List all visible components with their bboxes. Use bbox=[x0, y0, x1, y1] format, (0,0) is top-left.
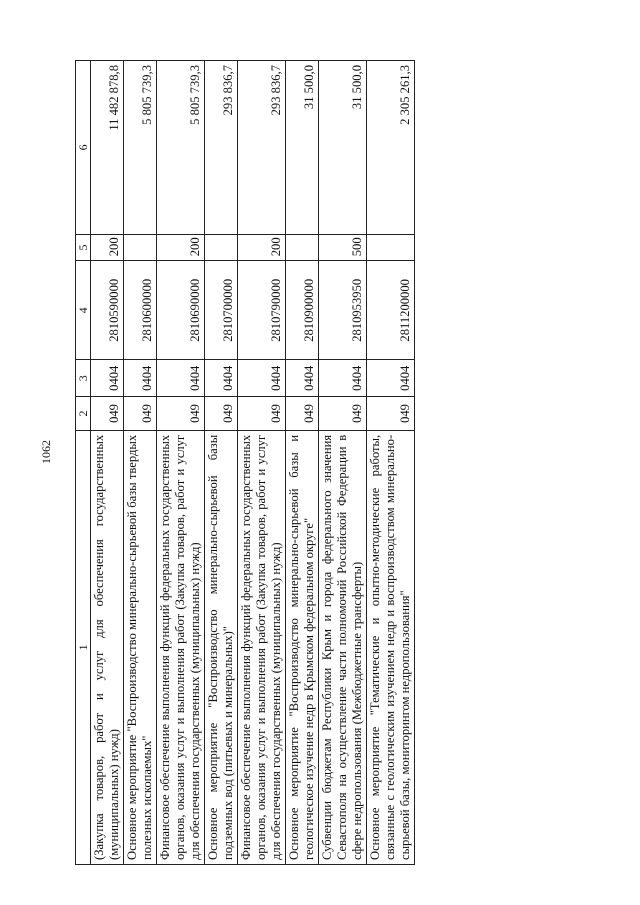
row-grbs-code: 049 bbox=[157, 397, 205, 431]
table-row bbox=[205, 61, 238, 865]
column-header: 3 bbox=[76, 360, 91, 397]
column-header: 4 bbox=[76, 261, 91, 360]
row-grbs-code: 049 bbox=[91, 397, 124, 431]
table-row bbox=[157, 61, 205, 865]
column-header: 6 bbox=[76, 61, 91, 235]
row-target-article: 2811200000 bbox=[367, 261, 415, 360]
row-name: Субвенции бюджетам Республики Крым и города федерального значения Севастополя на осуществление части полномочий Российской Федерации в сфере недропользования (Межбюджетные трансферты) bbox=[319, 430, 367, 864]
row-amount: 293 836,7 bbox=[238, 61, 286, 235]
row-target-article: 2810590000 bbox=[91, 261, 124, 360]
table-row bbox=[367, 61, 415, 865]
row-amount: 5 805 739,3 bbox=[124, 61, 157, 235]
row-grbs-code: 049 bbox=[367, 397, 415, 431]
row-target-article: 2810790000 bbox=[238, 261, 286, 360]
row-section-code: 0404 bbox=[286, 360, 319, 397]
row-section-code: 0404 bbox=[91, 360, 124, 397]
row-section-code: 0404 bbox=[319, 360, 367, 397]
row-expense-type: 500 bbox=[319, 234, 367, 261]
row-section-code: 0404 bbox=[157, 360, 205, 397]
row-amount: 11 482 878,8 bbox=[91, 61, 124, 235]
row-target-article: 2810690000 bbox=[157, 261, 205, 360]
row-amount: 5 805 739,3 bbox=[157, 61, 205, 235]
row-target-article: 2810900000 bbox=[286, 261, 319, 360]
row-name: Основное мероприятие "Воспроизводство минерально-сырьевой базы подземных вод (питьевых и минеральных)" bbox=[205, 430, 238, 864]
row-grbs-code: 049 bbox=[286, 397, 319, 431]
budget-table bbox=[75, 60, 415, 865]
table-row bbox=[238, 61, 286, 865]
table-row bbox=[124, 61, 157, 865]
row-expense-type bbox=[205, 234, 238, 261]
column-header: 2 bbox=[76, 397, 91, 431]
row-expense-type: 200 bbox=[91, 234, 124, 261]
row-name: (Закупка товаров, работ и услуг для обеспечения государственных (муниципальных) нужд) bbox=[91, 430, 124, 864]
row-target-article: 2810953950 bbox=[319, 261, 367, 360]
row-expense-type bbox=[367, 234, 415, 261]
page-number: 1062 bbox=[39, 440, 53, 464]
row-name: Основное мероприятие "Воспроизводство минерально-сырьевой базы твердых полезных ископаемых" bbox=[124, 430, 157, 864]
row-section-code: 0404 bbox=[367, 360, 415, 397]
row-expense-type bbox=[124, 234, 157, 261]
row-amount: 2 305 261,3 bbox=[367, 61, 415, 235]
column-number-row bbox=[76, 61, 91, 865]
row-amount: 31 500,0 bbox=[319, 61, 367, 235]
row-target-article: 2810600000 bbox=[124, 261, 157, 360]
column-header: 5 bbox=[76, 234, 91, 261]
budget-sheet bbox=[75, 60, 560, 865]
row-amount: 31 500,0 bbox=[286, 61, 319, 235]
row-target-article: 2810700000 bbox=[205, 261, 238, 360]
row-section-code: 0404 bbox=[238, 360, 286, 397]
row-name: Основное мероприятие "Тематические и опытно-методические работы, связанные с геологическим изучением недр и воспроизводством минерально-сырьевой базы, мониторингом недропользования" bbox=[367, 430, 415, 864]
row-grbs-code: 049 bbox=[238, 397, 286, 431]
row-section-code: 0404 bbox=[124, 360, 157, 397]
row-name: Финансовое обеспечение выполнения функций федеральных государственных органов, оказания услуг и выполнения работ (Закупка товаров, работ и услуг для обеспечения государственных (муниципальных) нужд) bbox=[157, 430, 205, 864]
row-expense-type: 200 bbox=[157, 234, 205, 261]
row-expense-type bbox=[286, 234, 319, 261]
row-amount: 293 836,7 bbox=[205, 61, 238, 235]
row-name: Финансовое обеспечение выполнения функций федеральных государственных органов, оказания услуг и выполнения работ (Закупка товаров, работ и услуг для обеспечения государственных (муниципальных) нужд) bbox=[238, 430, 286, 864]
table-row bbox=[91, 61, 124, 865]
column-header: 1 bbox=[76, 430, 91, 864]
table-row bbox=[319, 61, 367, 865]
row-expense-type: 200 bbox=[238, 234, 286, 261]
row-grbs-code: 049 bbox=[124, 397, 157, 431]
row-name: Основное мероприятие "Воспроизводство минерально-сырьевой базы и геологическое изучение недр в Крымском федеральном округе" bbox=[286, 430, 319, 864]
row-grbs-code: 049 bbox=[319, 397, 367, 431]
row-grbs-code: 049 bbox=[205, 397, 238, 431]
row-section-code: 0404 bbox=[205, 360, 238, 397]
table-row bbox=[286, 61, 319, 865]
